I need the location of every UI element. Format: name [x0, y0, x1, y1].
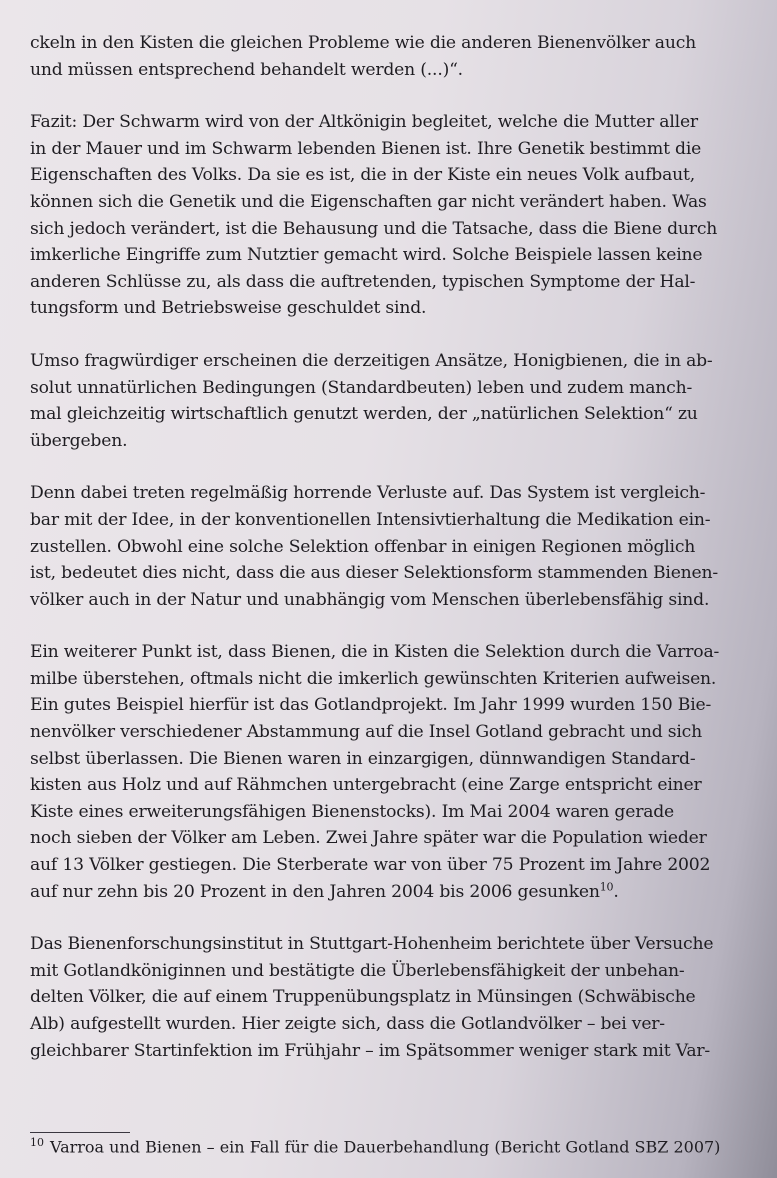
- text-line: Das Bienenforschungsinstitut in Stuttgart-Hohenheim berichtete über Versuche: [30, 934, 714, 955]
- text-line: ist, bedeutet dies nicht, dass die aus dieser Selektionsform stammenden Bienen-: [30, 563, 718, 584]
- paragraph-umso: [30, 348, 713, 454]
- text-line: Umso fragwürdiger erscheinen die derzeitigen Ansätze, Honigbienen, die in ab-: [30, 350, 713, 371]
- text-line: solut unnatürlichen Bedingungen (Standardbeuten) leben und zudem manch-: [30, 377, 693, 398]
- text-line: Ein weiterer Punkt ist, dass Bienen, die in Kisten die Selektion durch die Varroa-: [30, 642, 720, 663]
- text-line: können sich die Genetik und die Eigenschaften gar nicht verändert haben. Was: [30, 191, 707, 212]
- text-line: Kiste eines erweiterungsfähigen Bienenstocks). Im Mai 2004 waren gerade: [30, 801, 675, 822]
- text-line: bar mit der Idee, in der konventionellen Intensivtierhaltung die Medikation ein-: [30, 509, 711, 530]
- text-line: zustellen. Obwohl eine solche Selektion offenbar in einigen Regionen möglich: [30, 536, 696, 557]
- text-line: mit Gotlandköniginnen und bestätigte die Überlebensfähigkeit der unbehan-: [30, 960, 685, 981]
- paragraph-denn: [30, 480, 718, 613]
- text-line: Fazit: Der Schwarm wird von der Altkönigin begleitet, welche die Mutter aller: [30, 112, 698, 133]
- text-line: Eigenschaften des Volks. Da sie es ist, die in der Kiste ein neues Volk aufbaut,: [30, 165, 695, 186]
- text-line: anderen Schlüsse zu, als dass die auftretenden, typischen Symptome der Hal-: [30, 271, 696, 292]
- text-line: tungsform und Betriebsweise geschuldet sind.: [30, 298, 427, 319]
- footnote-text: Varroa und Bienen – ein Fall für die Dauerbehandlung (Bericht Gotland SBZ 2007): [50, 1137, 721, 1157]
- footnote-number: 10: [30, 1136, 44, 1149]
- text-line: Denn dabei treten regelmäßig horrende Verluste auf. Das System ist vergleich-: [30, 483, 706, 504]
- text-line: mal gleichzeitig wirtschaftlich genutzt werden, der „natürlichen Selektion“ zu: [30, 404, 698, 425]
- text-line: milbe überstehen, oftmals nicht die imkerlich gewünschten Kriterien aufweisen.: [30, 668, 717, 689]
- text-line: ckeln in den Kisten die gleichen Probleme wie die anderen Bienenvölker auch: [30, 33, 697, 53]
- paragraph-hohenheim: [30, 931, 714, 1064]
- footnote: [30, 1130, 720, 1160]
- text-line: selbst überlassen. Die Bienen waren in einzargigen, dünnwandigen Standard-: [30, 748, 696, 769]
- text-line: delten Völker, die auf einem Truppenübungsplatz in Münsingen (Schwäbische: [30, 987, 696, 1008]
- paragraph-1: [30, 30, 710, 83]
- paragraph-gotland: [30, 639, 720, 905]
- text-line: gleichbarer Startinfektion im Frühjahr – im Spätsommer weniger stark mit Var-: [30, 1040, 710, 1061]
- text-line: noch sieben der Völker am Leben. Zwei Jahre später war die Population wieder: [30, 828, 707, 849]
- footnote-reference: 10: [599, 879, 614, 893]
- text-line: auf 13 Völker gestiegen. Die Sterberate war von über 75 Prozent im Jahre 2002: [30, 855, 711, 876]
- text-line: sich jedoch verändert, ist die Behausung und die Tatsache, dass die Biene durch: [30, 218, 718, 239]
- text-line-with-footnote: [30, 879, 710, 906]
- text-line: imkerliche Eingriffe zum Nutztier gemacht wird. Solche Beispiele lassen keine: [30, 245, 703, 266]
- text-line: völker auch in der Natur und unabhängig vom Menschen überlebensfähig sind.: [30, 589, 710, 610]
- text-line: in der Mauer und im Schwarm lebenden Bienen ist. Ihre Genetik bestimmt die: [30, 138, 702, 159]
- text-line: Ein gutes Beispiel hierfür ist das Gotlandprojekt. Im Jahr 1999 wurden 150 Bie-: [30, 695, 712, 716]
- paragraph-fazit: [30, 109, 718, 322]
- text-line: und müssen entsprechend behandelt werden (...)“.: [30, 59, 463, 80]
- text-line: nenvölker verschiedener Abstammung auf die Insel Gotland gebracht und sich: [30, 722, 702, 743]
- text-segment: .: [613, 881, 619, 902]
- text-line: Alb) aufgestellt wurden. Hier zeigte sich, dass die Gotlandvölker – bei ver-: [30, 1014, 665, 1034]
- book-page: [30, 30, 720, 1090]
- text-segment: auf nur zehn bis 20 Prozent in den Jahren 2004 bis 2006 gesunken: [30, 881, 600, 902]
- text-line: übergeben.: [30, 430, 128, 451]
- text-line: kisten aus Holz und auf Rähmchen untergebracht (eine Zarge entspricht einer: [30, 775, 702, 796]
